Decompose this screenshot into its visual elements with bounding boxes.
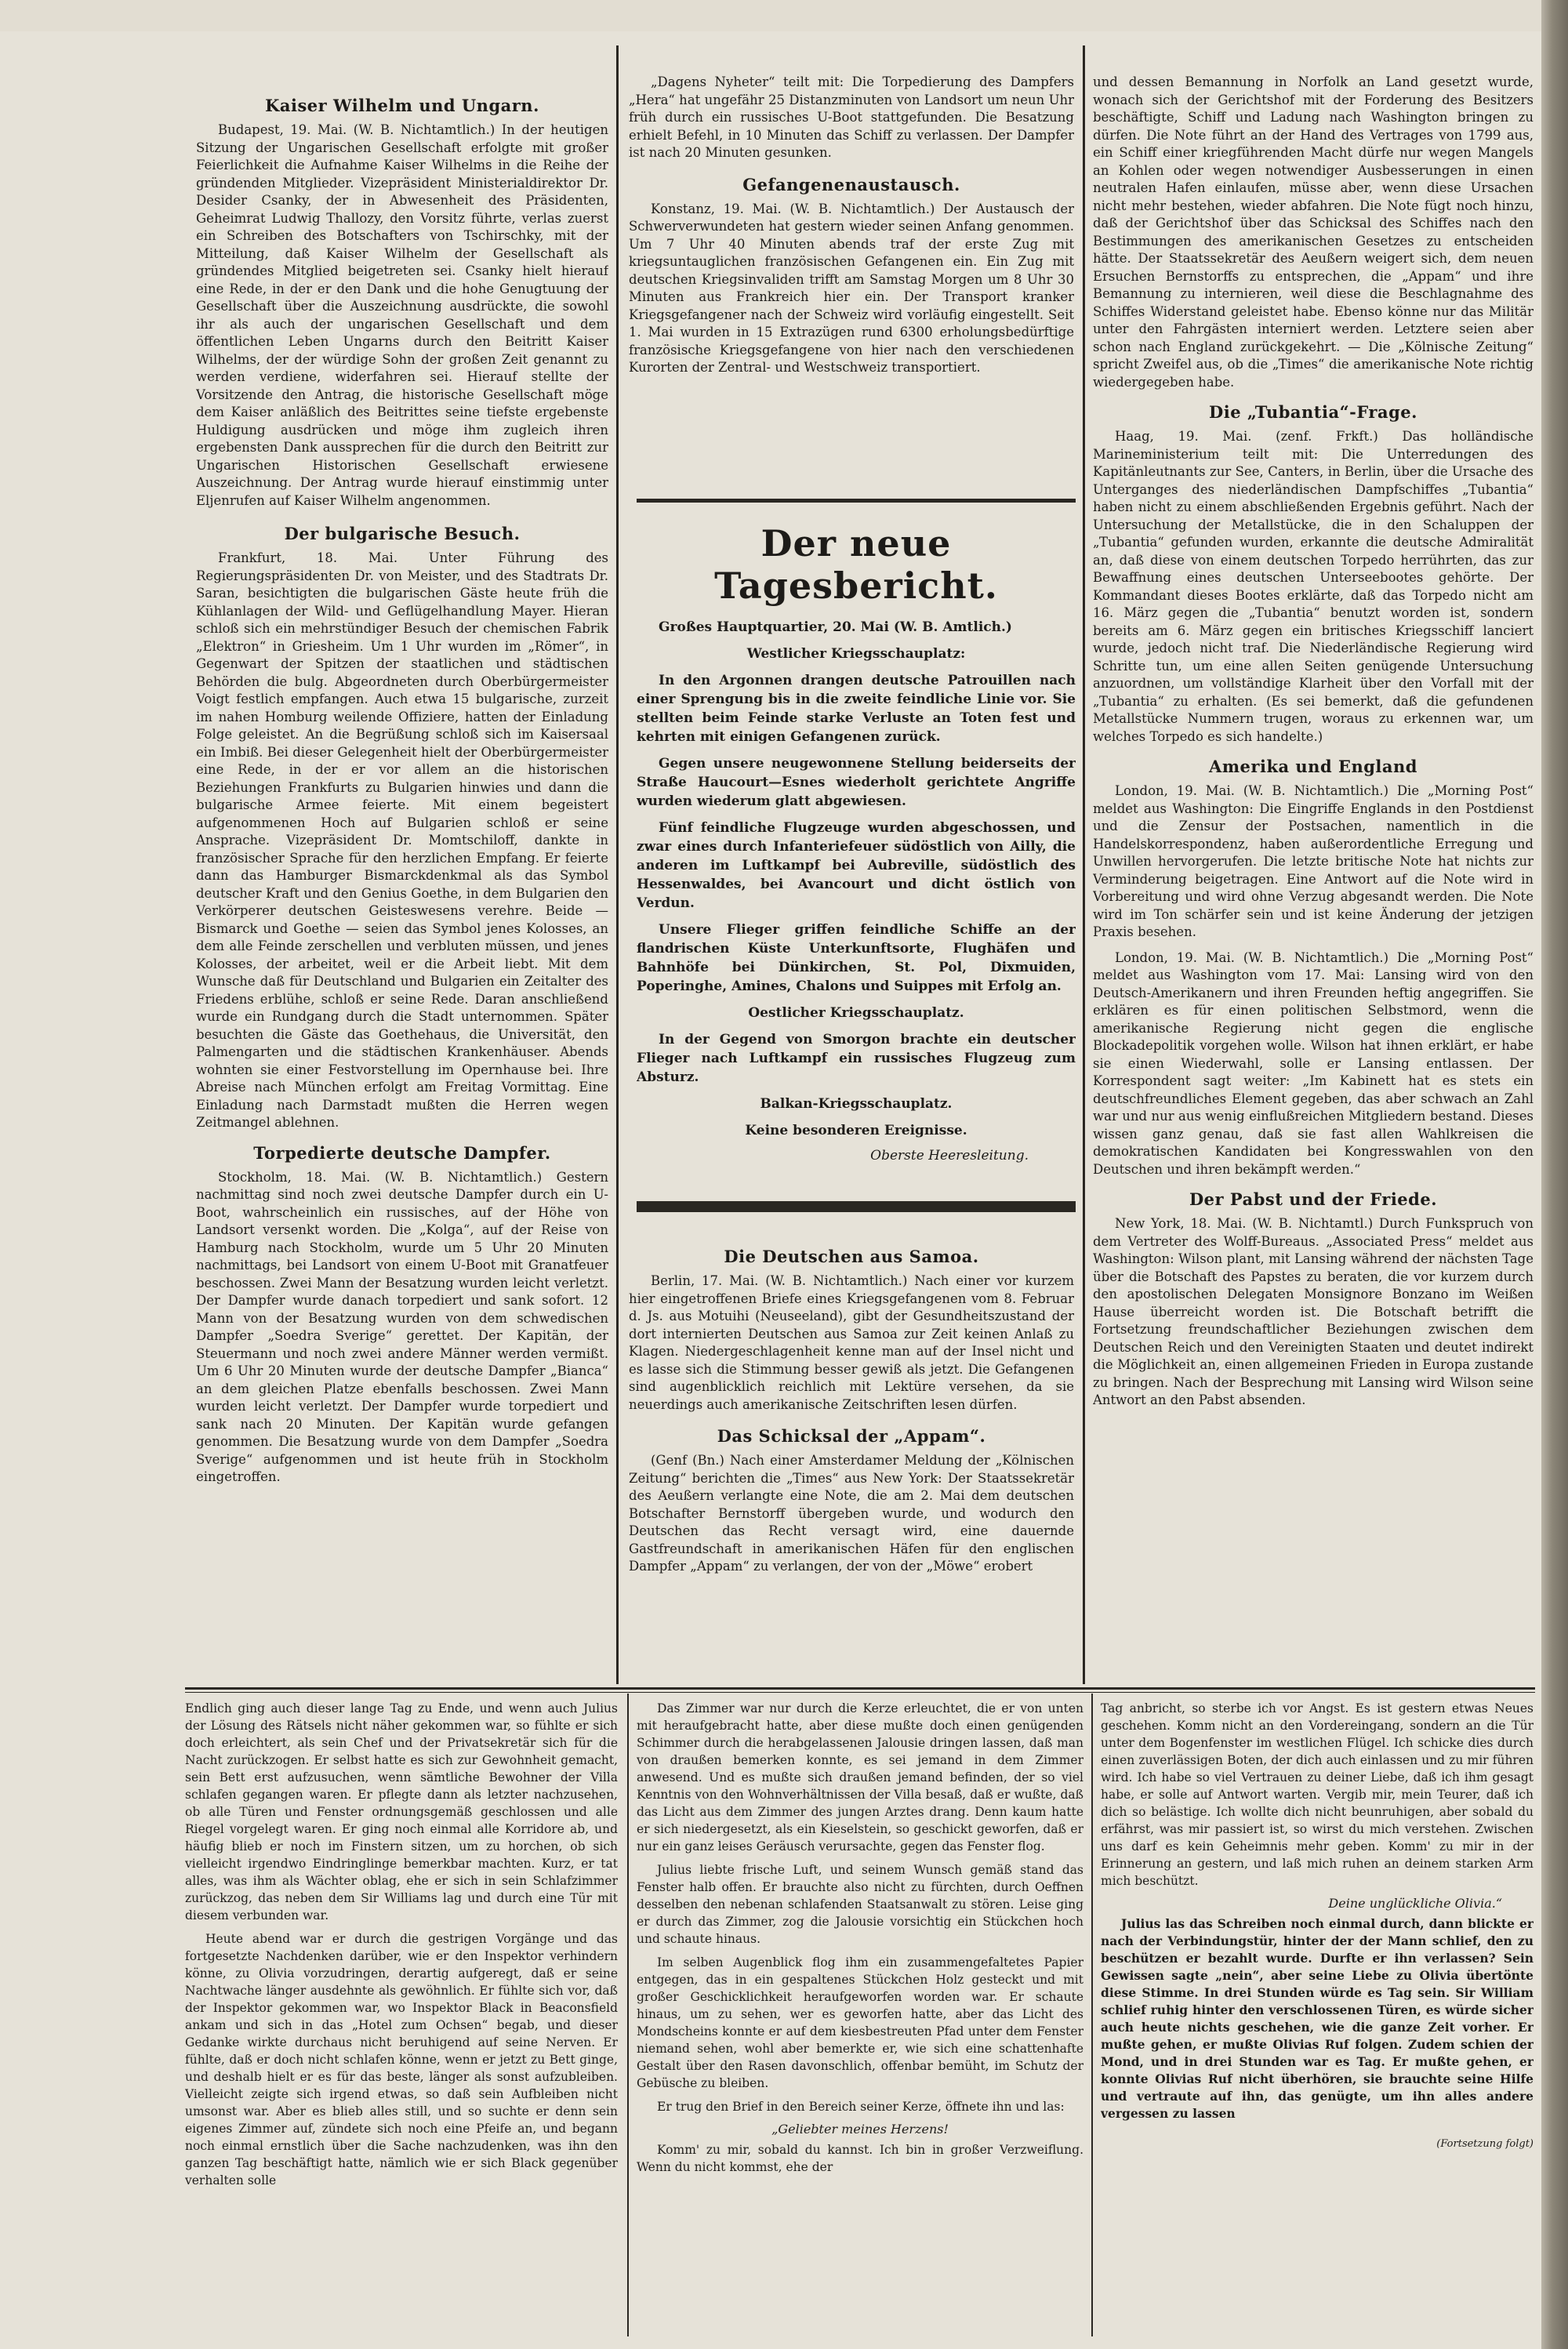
article-appam-continued: und dessen Bemannung in Norfolk an Land gesetzt wurde, wonach sich der Gerichtshof mit der Forderung des Besitzers beschäftigte, Schiff und Ladung nach Washington bringen zu dürfen. Die Note führt an der Hand des Vertrages von 1799 aus, ein Schiff einer kriegführenden Macht dürfe nur wegen Mangels an Kohlen oder wegen notwendiger Ausbesserungen in einen neutralen Hafen einlaufen, müsse aber, wenn diese Ursachen nicht mehr bestehen, wieder abfahren. Die Note fügt noch hinzu, daß der Gerichtshof über das Schicksal des Schiffes nach den Bestimmungen des amerikanischen Gesetzes zu entscheiden hätte. Der Staatssekretär des Aeußern weigert sich, dem neuen Ersuchen Bernstorffs zu entsprechen, die „Appam“ und ihre Bemannung zu internieren, weil diese die Beschlagnahme des Schiffes Widerstand geleistet habe. Ebenso könne nur das Militär unter den Fahrgästen interniert werden. Letztere seien aber schon nach England zurückgekehrt. — Die „Kölnische Zeitung“ spricht Zweifel aus, ob die „Times“ die amerikanische Note richtig wiedergegeben habe. (1093, 74, 1534, 390)
page-edge (1541, 0, 1568, 2349)
article-torpedierte-dampfer: Stockholm, 18. Mai. (W. B. Nichtamtlich.) Gestern nachmittag sind noch zwei deutsche Dampfer durch ein U-Boot, wahrscheinlich ein russisches, auf der Höhe von Landsort versenkt worden. Die „Kolga“, auf der Reise von Hamburg nach Stockholm, wurde um 5 Uhr 20 Minuten nachmittags, bei Landsort von einem U-Boot mit Granatfeuer beschossen. Zwei Mann der Besatzung wurden leicht verletzt. Der Dampfer wurde danach torpediert und sank sofort. 12 Mann von der Besatzung wurden von dem schwedischen Dampfer „Soedra Sverige“ gerettet. Der Kapitän, der Steuermann und noch zwei andere Männer werden vermißt. Um 6 Uhr 20 Minuten wurde der deutsche Dampfer „Bianca“ an dem gleichen Platze ebenfalls beschossen. Zwei Mann wurden leicht verletzt. Der Dampfer wurde torpediert und sank nach 20 Minuten. Der Kapitän wurde gefangen genommen. Die Besatzung wurde von dem Dampfer „Soedra Sverige“ aufgenommen und ist heute früh in Stockholm eingetroffen. (196, 1169, 608, 1484)
letter-salutation: „Geliebter meines Herzens! (771, 2122, 949, 2137)
western-front-p3: Fünf feindliche Flugzeuge wurden abgeschossen, und zwar eines durch Infanteriefeuer südöstlich von Ailly, die anderen im Luftkampf bei Aubreville, südöstlich des Hessenwaldes, bei Avancourt und dicht östlich von Verdun. (637, 820, 1076, 911)
western-front-p4: Unsere Flieger griffen feindliche Schiffe an der flandrischen Küste Unterkunftsorte, Flughäfen und Bahnhöfe bei Dünkirchen, St. Pol, Dixmuiden, Poperinghe, Amines, Chalons und Suippes mit Erfolg an. (637, 922, 1076, 994)
headline-tubantia: Die „Tubantia“-Frage. (1209, 402, 1417, 422)
novel-paragraph: Er trug den Brief in den Bereich seiner Kerze, öffnete ihn und las: (657, 2100, 1065, 2114)
western-front-p1: In den Argonnen drangen deutsche Patrouillen nach einer Sprengung bis in die zweite feindliche Linie vor. Sie stellten beim Feinde starke Verluste an Toten fest und kehrten mit einigen Gefangenen zurück. (637, 673, 1076, 745)
headline-samoa: Die Deutschen aus Samoa. (724, 1247, 979, 1266)
novel-paragraph: Heute abend war er durch die gestrigen Vorgänge und das fortgesetzte Nachdenken darüber, wie er den Inspektor verhindern könne, zu Olivia vorzudringen, derartig aufgeregt, daß er seine Nachtwache länger ausdehnte als gewöhnlich. Er fühlte sich vor, daß der Inspektor gekommen war, wo Inspektor Black in Beaconsfield ankam und sich in das „Hotel zum Ochsen“ begab, und dieser Gedanke wirkte durchaus nicht beruhigend auf seine Nerven. Er fühlte, daß er doch nicht schlafen könne, wenn er jetzt zu Bett ginge, und deshalb hielt er es für das beste, länger als sonst aufzubleiben. Vielleicht zeigte sich irgend etwas, so daß sein Aufbleiben nicht umsonst war. Aber es blieb alles still, und so suchte er denn sein eigenes Zimmer auf, zündete sich noch eine Pfeife an, und begann noch einmal ernstlich über die Sache nachzudenken, was ihn den ganzen Tag beschäftigt hatte, nämlich wie er sich Black gegenüber verhalten solle (185, 1932, 618, 2187)
headline-pabst-friede: Der Pabst und der Friede. (1189, 1189, 1438, 1209)
article-amerika-england-1: London, 19. Mai. (W. B. Nichtamtlich.) Die „Morning Post“ meldet aus Washington: Die Eingriffe Englands in den Postdienst und die Zensur der Postsachen, namentlich in die Handelskorrespondenz, haben außerordentliche Erregung und Unwillen hervorgerufen. Die letzte britische Note hat nichts zur Verminderung beigetragen. Eine Antwort auf die Note wird in Vorbereitung und wird ohne Verzug abgesandt werden. Die Note wird im Ton schärfer sein und ist keine Änderung der jetzigen Praxis besehen. (1093, 783, 1534, 939)
article-appam: (Genf (Bn.) Nach einer Amsterdamer Meldung der „Kölnischen Zeitung“ berichten die „Times“ aus New York: Der Staatssekretär des Aeußern verlangte eine Note, die am 2. Mai dem deutschen Botschafter Bernstorff übergeben wurde, und wodurch den Deutschen das Recht versagt wird, eine dauernde Gastfreundschaft in amerikanischen Häfen für den englischen Dampfer „Appam“ zu verlangen, der von der „Möwe“ erobert (629, 1453, 1074, 1574)
headline-kaiser-wilhelm: Kaiser Wilhelm und Ungarn. (265, 96, 539, 115)
eastern-front-heading: Oestlicher Kriegsschauplatz. (748, 1005, 964, 1021)
feuilleton-rule (185, 1687, 1535, 1690)
headline-appam: Das Schicksal der „Appam“. (717, 1426, 986, 1446)
western-front-p2: Gegen unsere neugewonnene Stellung beiderseits der Straße Haucourt—Esnes wiederholt gerichtete Angriffe wurden wiederum glatt abgewiesen. (637, 756, 1076, 809)
article-bulgarischer-besuch: Frankfurt, 18. Mai. Unter Führung des Regierungspräsidenten Dr. von Meister, und des Stadtrats Dr. Saran, besichtigten die bulgarischen Gäste heute früh die Kühlanlagen der Wild- und Geflügelhandlung Mayer. Hieran schloß sich ein mehrstündiger Besuch der chemischen Fabrik „Elektron“ in Griesheim. Um 1 Uhr wurden im „Römer“, in Gegenwart der Spitzen der staatlichen und städtischen Behörden die bulg. Abgeordneten durch Oberbürgermeister Voigt festlich empfangen. Auch etwa 15 bulgarische, zurzeit im nahen Homburg weilende Offiziere, hatten der Einladung Folge geleistet. An die Begrüßung schloß sich im Kaisersaal ein Imbiß. Bei dieser Gelegenheit hielt der Oberbürgermeister eine Rede, in der er vor allem an die historischen Beziehungen Frankfurts zu Bulgarien hinwies und dann die bulgarische Armee feierte. Mit einem begeistert aufgenommenen Hoch auf Bulgarien schloß er seine Ansprache. Vizepräsident Dr. Momtschiloff, dankte in französischer Sprache für den herzlichen Empfang. Er feierte dann das Hamburger Bismarckdenkmal als das Symbol deutscher Kraft und den Genius Goethe, in dem Bulgarien den Verkörperer deutschen Geisteswesens verehre. Beide — Bismarck und Goethe — seien das Symbol jenes Kolosses, an dem alle Feinde zerschellen und verbluten müssen, und jenes Kolosses, der arbeitet, weil er die Arbeit liebt. Mit dem Wunsche daß für Deutschland und Bulgarien ein Zeitalter des Friedens erblühe, schloß er seine Rede. Daran anschließend wurde ein Rundgang durch die Stadt unternommen. Später besuchten die Gäste das Goethehaus, die Universität, den Palmengarten und die städtischen Krankenhäuser. Abends wohnten sie einer Festvorstellung im Opernhause bei. Ihre Abreise nach München erfolgt am Freitag Vormittag. Eine Einladung nach Darmstadt mußten die Herren wegen Zeitmangel ablehnen. (196, 550, 608, 1130)
article-kaiser-wilhelm: Budapest, 19. Mai. (W. B. Nichtamtlich.) In der heutigen Sitzung der Ungarischen Gesellschaft erfolgte mit großer Feierlichkeit die Aufnahme Kaiser Wilhelms in die Reihe der gründenden Mitglieder. Vizepräsident Ministerialdirektor Dr. Desider Csanky, der in Abwesenheit des Präsidenten, Geheimrat Ludwig Thallozy, den Vorsitz führte, verlas zuerst ein Schreiben des Botschafters von Tschirschky, mit der Mitteilung, daß Kaiser Wilhelm der Gesellschaft als gründendes Mitglied beigetreten sei. Csanky hielt hierauf eine Rede, in der er den Dank und die hohe Genugtuung der Gesellschaft über die Auszeichnung ausdrückte, die sowohl ihr als auch der ungarischen Gesellschaft und dem öffentlichen Leben Ungarns durch den Beitritt Kaiser Wilhelms, der der würdige Sohn der großen Zeit genannt zu werden verdiene, widerfahren sei. Hierauf stellte der Vorsitzende den Antrag, die historische Gesellschaft möge dem Kaiser anläßlich des Beitrittes seine tiefste ergebenste Huldigung ausdrücken und möge ihm zugleich ihren ergebensten Dank aussprechen für die durch den Beitritt zur Ungarischen Historischen Gesellschaft erwiesene Auszeichnung. Der Antrag wurde hierauf einstimmig unter Eljenrufen auf Kaiser Wilhelm angenommen. (196, 122, 608, 508)
hq-dateline: Großes Hauptquartier, 20. Mai (W. B. Amtlich.) (659, 619, 1012, 635)
continuation-note: (Fortsetzung folgt) (1436, 2138, 1534, 2150)
letter-signature: Deine unglückliche Olivia.“ (1328, 1896, 1502, 1911)
tagesbericht-box (637, 517, 1076, 1196)
feuilleton-column-1 (185, 1700, 618, 2335)
top-margin (0, 0, 1541, 31)
headline-torpedierte-dampfer: Torpedierte deutsche Dampfer. (253, 1142, 551, 1163)
headline-gefangenenaustausch: Gefangenenaustausch. (742, 174, 960, 194)
novel-paragraph: Im selben Augenblick flog ihm ein zusammengefaltetes Papier entgegen, das in ein gespaltenes Stückchen Holz gesteckt und mit großer Geschicklichkeit heraufgeworfen worden war. Er schaute hinaus, um zu sehen, wer es geworfen hatte, aber das Licht des Mondscheins konnte er auf dem kiesbestreuten Pfad unter dem Fenster niemand sehen, wohl aber bemerkte er, wie sich eine schattenhafte Gestalt über den Rasen davonschlich, offenbar bemüht, im Schutz der Gebüsche zu bleiben. (637, 1955, 1083, 2090)
headline-bulgarischer-besuch: Der bulgarische Besuch. (284, 524, 521, 543)
column-rule (616, 45, 619, 1684)
feuilleton-rule (185, 1692, 1535, 1693)
article-samoa: Berlin, 17. Mai. (W. B. Nichtamtlich.) Nach einer vor kurzem hier eingetroffenen Briefe eines Kriegsgefangenen vom 8. Februar d. Js. aus Motuihi (Neuseeland), gibt der Gesundheitszustand der dort internierten Deutschen aus Samoa zur Zeit keinen Anlaß zu Klagen. Niedergeschlagenheit kenne man auf der Insel nicht und es lasse sich die Stimmung besser gewiß als jetzt. Die Gefangenen sind augenblicklich reichlich mit Lektüre versehen, da sie neuerdings auch amerikanische Zeitschriften lesen dürfen. (629, 1273, 1074, 1412)
novel-paragraph: Komm' zu mir, sobald du kannst. Ich bin in großer Verzweiflung. Wenn du nicht kommst, ehe der (637, 2143, 1083, 2174)
feuilleton-column-2 (637, 1700, 1083, 2335)
masthead-tagesbericht: Der neue Tagesbericht. (714, 522, 998, 607)
article-tubantia: Haag, 19. Mai. (zenf. Frkft.) Das holländische Marineministerium teilt mit: Die Unterredungen des Kapitänleutnants zur See, Canters, in Berlin, über die Ursache des Unterganges des niederländischen Dampfschiffes „Tubantia“ haben nicht zu einem abschließenden Ergebnis geführt. Nach der Untersuchung der Metallstücke, die in den Schaluppen der „Tubantia“ gefunden wurden, erkannte die deutsche Admiralität an, daß diese von einem deutschen Torpedo herrührten, das zur Bewaffnung eines deutschen Unterseebootes gehörte. Der Kommandant dieses Bootes erklärte, daß das Torpedo nicht am 16. März gegen die „Tubantia“ benutzt worden ist, sondern bereits am 6. März gegen ein britisches Kriegsschiff lanciert wurde, jedoch nicht traf. Die Niederländische Regierung wird Schritte tun, um eine allen Seiten genügende Untersuchung anzuordnen, um vollständige Klarheit über den Vorfall mit der „Tubantia“ zu erhalten. (Es sei bemerkt, daß die gefundenen Metallstücke Nummern trugen, woraus zu erkennen war, um welches Torpedo es sich handelte.) (1093, 429, 1534, 744)
feuilleton-column-rule (1091, 1694, 1093, 2336)
article-amerika-england-2: London, 19. Mai. (W. B. Nichtamtlich.) Die „Morning Post“ meldet aus Washington vom 17. Mai: Lansing wird von den Deutsch-Amerikanern und ihren Freunden heftig angegriffen. Sie erklären es für einen politischen Selbstmord, wenn die amerikanische Regierung nicht gegen die englische Blockadepolitik vorgehen wolle. Wilson hat ihnen erklärt, er habe sie einen Wiederwahl, solle er Lansing entlassen. Der Korrespondent sagt weiter: „Im Kabinett hat es stets ein deutschfreundliches Element gegeben, das aber schwach an Zahl war und nur aus wenig einflußreichen Mitgliedern bestand. Dieses wissen ganz genau, daß sie fast allen Wahlkreisen die demokratischen Kandidaten bei Kongresswahlen von den Deutschen und ihren bekämpft werden.“ (1093, 949, 1534, 1177)
novel-paragraph: Tag anbricht, so sterbe ich vor Angst. Es ist gestern etwas Neues geschehen. Komm nicht an den Vordereingang, sondern an die Tür unter dem Bogenfenster im westlichen Flügel. Ich schicke dies durch einen zuverlässigen Boten, der dich auch einlassen und zu mir führen wird. Ich habe so viel Vertrauen zu deiner Liebe, daß ich ihm gesagt habe, er solle auf Antwort warten. Vergib mir, mein Teurer, daß ich dich so belästige. Ich wollte dich nicht beunruhigen, aber sobald du erfährst, was mir passiert ist, so wirst du mich verstehen. Zwischen uns darf es kein Geheimnis mehr geben. Komm' zu mir in der Erinnerung an gestern, und laß mich ruhen an deinem starken Arm mich beschützt. (1101, 1701, 1534, 1888)
novel-paragraph: Endlich ging auch dieser lange Tag zu Ende, und wenn auch Julius der Lösung des Rätsels nicht näher gekommen war, so fühlte er sich doch erleichtert, als sein Chef und der Privatsekretär sich für die Nacht zurückzogen. Er selbst hatte es sich zur Gewohnheit gemacht, sein Bett erst aufzusuchen, wenn sämtliche Bewohner der Villa schlafen gegangen waren. Er pflegte dann als letzter nachzusehen, ob alle Türen und Fenster ordnungsgemäß geschlossen und alle Riegel vorgelegt waren. Er ging noch einmal alle Korridore ab, und häufig blieb er noch im Finstern sitzen, um zu horchen, ob sich vielleicht irgendwo Eindringlinge bemerkbar machten. Kurz, er tat alles, was ihm als Wächter oblag, ehe er sich in sein Schlafzimmer zurückzog, das neben dem Sir Williams lag und durch eine Tür mit diesem verbunden war. (185, 1701, 618, 1922)
article-pabst-friede: New York, 18. Mai. (W. B. Nichtamtl.) Durch Funkspruch von dem Vertreter des Wolff-Bureaus. „Associated Press“ meldet aus Washington: Wilson plant, mit Lansing während der nächsten Tage über die Botschaft des Papstes zu beraten, die vor kurzem durch den apostolischen Delegaten Monsignore Bonzano im Weißen Hause überreicht worden ist. Die Botschaft betrifft die Fortsetzung freundschaftlicher Beziehungen zwischen dem Deutschen Reich und den Vereinigten Staaten und deutet indirekt die Möglichkeit an, einen allgemeinen Frieden in Europa zustande zu bringen. Nach der Besprechung mit Lansing wird Wilson seine Antwort an den Pabst absenden. (1093, 1216, 1534, 1407)
column-rule (1083, 45, 1085, 1684)
article-gefangenenaustausch: Konstanz, 19. Mai. (W. B. Nichtamtlich.) Der Austausch der Schwerverwundeten hat gestern wieder seinen Anfang genommen. Um 7 Uhr 40 Minuten abends traf der erste Zug mit kriegsuntauglichen französischen Gefangenen ein. Ein Zug mit deutschen Kriegsinvaliden trifft am Samstag Morgen um 8 Uhr 30 Minuten aus Frankreich hier ein. Der Transport kranker Kriegsgefangener nach der Schweiz wird vorläufig eingestellt. Seit 1. Mai wurden in 15 Extrazügen rund 6300 erholungsbedürftige französische Kriegsgefangene von hier nach den verschiedenen Kurorten der Zentral- und Westschweiz transportiert. (629, 201, 1074, 375)
signature-oberste-heeresleitung: Oberste Heeresleitung. (870, 1148, 1029, 1164)
eastern-front-p: In der Gegend von Smorgon brachte ein deutscher Flieger nach Luftkampf ein russisches Flugzeug zum Absturz. (637, 1032, 1076, 1085)
novel-paragraph: Julius liebte frische Luft, und seinem Wunsch gemäß stand das Fenster halb offen. Er brauchte also nicht zu fürchten, durch Oeffnen desselben den nebenan schlafenden Staatsanwalt zu stören. Leise ging er durch das Zimmer, zog die Jalousie vorsichtig ein Stückchen hoch und schaute hinaus. (637, 1863, 1083, 1946)
column-3 (1093, 74, 1534, 1681)
article-dagens-nyheter: „Dagens Nyheter“ teilt mit: Die Torpedierung des Dampfers „Hera“ hat ungefähr 25 Distanzminuten von Landsort um neun Uhr früh durch ein russisches U-Boot stattgefunden. Die Besatzung erhielt Befehl, in 10 Minuten das Schiff zu verlassen. Der Dampfer ist nach 20 Minuten gesunken. (629, 74, 1074, 160)
feuilleton-column-3 (1101, 1700, 1534, 2335)
novel-paragraph: Das Zimmer war nur durch die Kerze erleuchtet, die er von unten mit heraufgebracht hatte, aber diese mußte doch einen genügenden Schimmer durch die herabgelassenen Jalousie dringen lassen, daß man von draußen bemerken konnte, es sei jemand in dem Zimmer anwesend. Und es mußte sich draußen jemand befinden, der so viel Kenntnis von den Wohnverhältnissen der Villa besaß, daß er wußte, daß das Licht aus dem Zimmer des jungen Arztes drang. Denn kaum hatte er sich niedergesetzt, als ein Kieselstein, so geschickt geworfen, daß er nur ein ganz leises Geräusch verursachte, gegen das Fenster flog. (637, 1701, 1083, 1853)
column-1 (196, 96, 608, 1683)
headline-amerika-england: Amerika und England (1209, 757, 1417, 776)
column-2-lower (629, 1247, 1074, 1682)
western-front-heading: Westlicher Kriegsschauplatz: (746, 646, 966, 662)
balkan-front-heading: Balkan-Kriegsschauplatz. (760, 1096, 953, 1112)
balkan-front-p: Keine besonderen Ereignisse. (745, 1123, 967, 1138)
feuilleton-column-rule (627, 1694, 629, 2336)
novel-paragraph: Julius las das Schreiben noch einmal durch, dann blickte er nach der Verbindungstür, hinter der der Mann schlief, den zu beschützen er bezahlt wurde. Durfte er ihn verlassen? Sein Gewissen sagte „nein“, aber seine Liebe zu Olivia übertönte diese Stimme. In drei Stunden würde es Tag sein. Sir William schlief ruhig hinter den verschlossenen Türen, es würde sicher auch heute nichts geschehen, wie die ganze Zeit vorher. Er mußte gehen, er mußte Olivias Ruf folgen. Zudem schien der Mond, und in drei Stunden war es Tag. Er mußte gehen, er konnte Olivias Ruf nicht überhören, sie brauchte seine Hilfe und vertraute auf ihn, das genügte, um ihn alles andere vergessen zu lassen (1101, 1916, 1534, 2121)
